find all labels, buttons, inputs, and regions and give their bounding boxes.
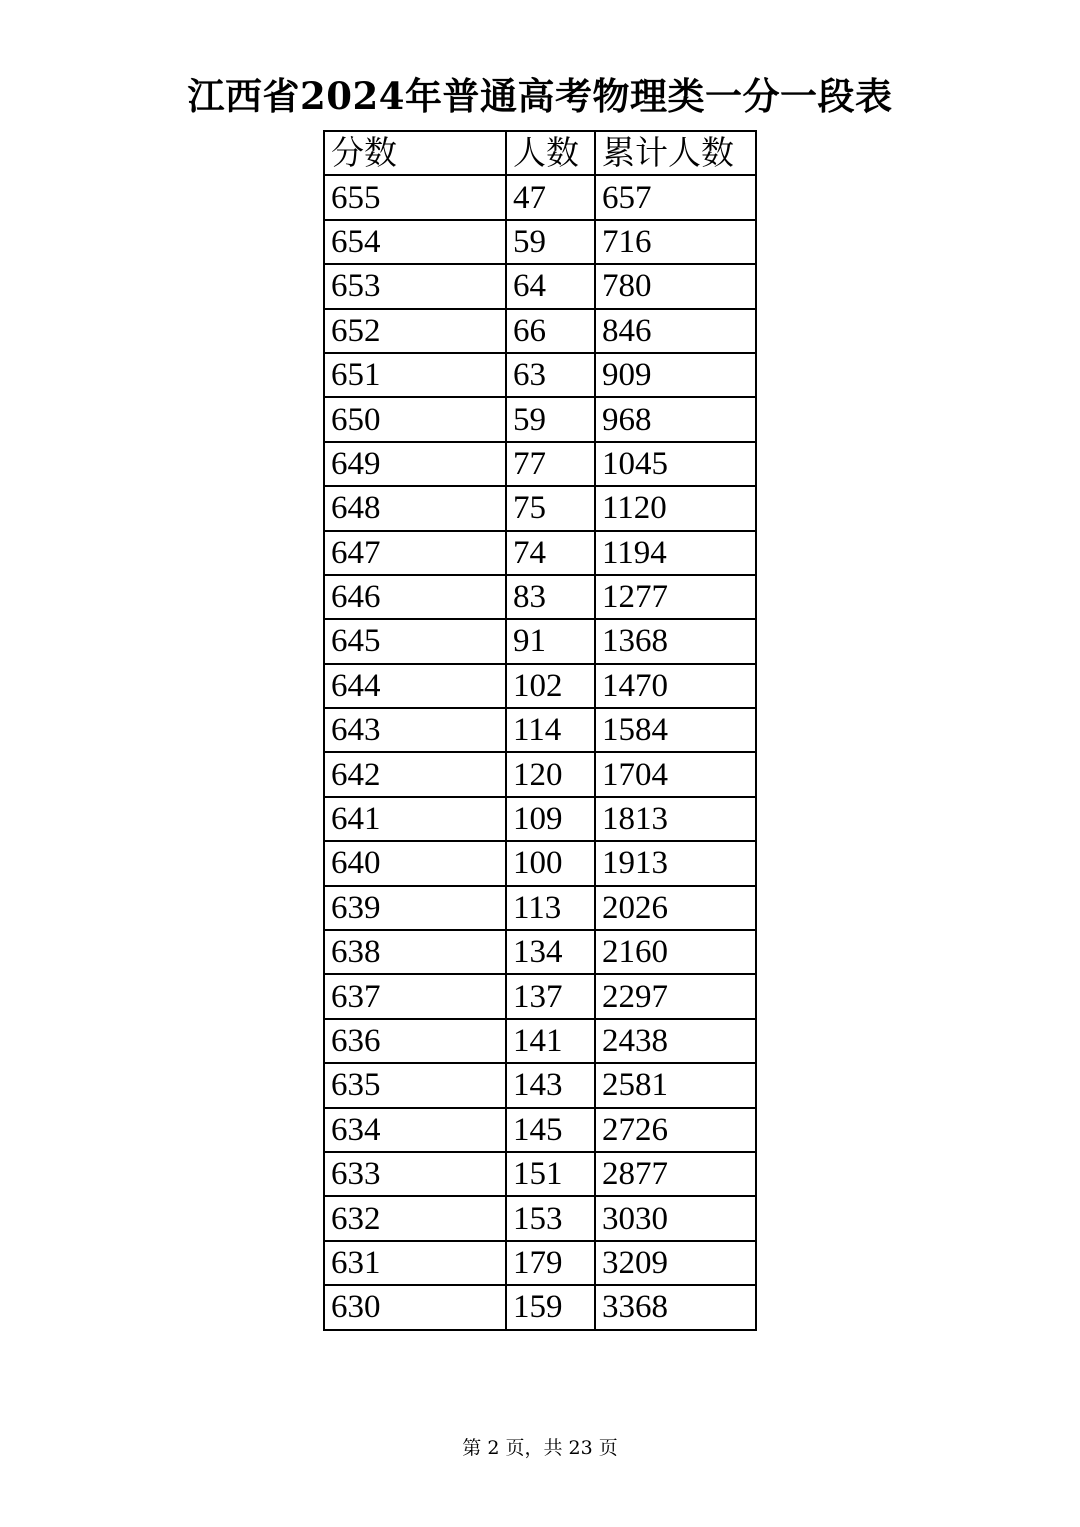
- cell-cumulative: 968: [595, 397, 756, 441]
- cell-count: 77: [506, 442, 595, 486]
- cell-score: 641: [324, 797, 506, 841]
- cell-score: 649: [324, 442, 506, 486]
- cell-count: 75: [506, 486, 595, 530]
- cell-count: 145: [506, 1108, 595, 1152]
- table-row: [324, 797, 756, 841]
- cell-cumulative: 3368: [595, 1285, 756, 1329]
- cell-score: 655: [324, 175, 506, 219]
- cell-cumulative: 3209: [595, 1241, 756, 1285]
- table-header-row: [324, 131, 756, 175]
- cell-cumulative: 1368: [595, 619, 756, 663]
- cell-cumulative: 1470: [595, 664, 756, 708]
- cell-score: 644: [324, 664, 506, 708]
- cell-score: 635: [324, 1063, 506, 1107]
- table-row: [324, 1285, 756, 1329]
- cell-count: 91: [506, 619, 595, 663]
- table-row: [324, 1241, 756, 1285]
- cell-score: 632: [324, 1196, 506, 1240]
- cell-score: 646: [324, 575, 506, 619]
- cell-score: 652: [324, 309, 506, 353]
- table-row: [324, 841, 756, 885]
- table-row: [324, 752, 756, 796]
- cell-cumulative: 1704: [595, 752, 756, 796]
- cell-count: 63: [506, 353, 595, 397]
- table-row: [324, 220, 756, 264]
- cell-cumulative: 2726: [595, 1108, 756, 1152]
- cell-cumulative: 1913: [595, 841, 756, 885]
- table-row: [324, 1152, 756, 1196]
- table-row: [324, 930, 756, 974]
- cell-cumulative: 1194: [595, 531, 756, 575]
- page-title: 江西省2024年普通高考物理类一分一段表: [187, 74, 893, 118]
- cell-score: 633: [324, 1152, 506, 1196]
- cell-score: 654: [324, 220, 506, 264]
- cell-count: 59: [506, 397, 595, 441]
- cell-count: 74: [506, 531, 595, 575]
- table-row: [324, 309, 756, 353]
- cell-score: 647: [324, 531, 506, 575]
- cell-cumulative: 1120: [595, 486, 756, 530]
- table-row: [324, 664, 756, 708]
- header-score: 分数: [324, 131, 506, 175]
- cell-score: 650: [324, 397, 506, 441]
- cell-count: 64: [506, 264, 595, 308]
- cell-cumulative: 2438: [595, 1019, 756, 1063]
- cell-count: 47: [506, 175, 595, 219]
- cell-count: 66: [506, 309, 595, 353]
- table-row: [324, 619, 756, 663]
- cell-cumulative: 2160: [595, 930, 756, 974]
- cell-count: 102: [506, 664, 595, 708]
- cell-count: 141: [506, 1019, 595, 1063]
- score-distribution-table: [323, 130, 757, 1331]
- cell-cumulative: 716: [595, 220, 756, 264]
- cell-score: 636: [324, 1019, 506, 1063]
- table-row: [324, 353, 756, 397]
- table-row: [324, 264, 756, 308]
- cell-count: 153: [506, 1196, 595, 1240]
- cell-count: 120: [506, 752, 595, 796]
- cell-score: 653: [324, 264, 506, 308]
- cell-count: 109: [506, 797, 595, 841]
- cell-cumulative: 1277: [595, 575, 756, 619]
- cell-score: 648: [324, 486, 506, 530]
- cell-count: 114: [506, 708, 595, 752]
- cell-count: 137: [506, 974, 595, 1018]
- cell-score: 638: [324, 930, 506, 974]
- table-row: [324, 575, 756, 619]
- cell-cumulative: 2297: [595, 974, 756, 1018]
- header-cumulative: 累计人数: [595, 131, 756, 175]
- cell-count: 83: [506, 575, 595, 619]
- cell-cumulative: 909: [595, 353, 756, 397]
- cell-cumulative: 2581: [595, 1063, 756, 1107]
- cell-count: 159: [506, 1285, 595, 1329]
- cell-cumulative: 1045: [595, 442, 756, 486]
- table-row: [324, 886, 756, 930]
- cell-score: 645: [324, 619, 506, 663]
- cell-cumulative: 846: [595, 309, 756, 353]
- table-row: [324, 397, 756, 441]
- table-row: [324, 1019, 756, 1063]
- cell-score: 651: [324, 353, 506, 397]
- table-row: [324, 708, 756, 752]
- cell-cumulative: 3030: [595, 1196, 756, 1240]
- table-row: [324, 1108, 756, 1152]
- cell-cumulative: 657: [595, 175, 756, 219]
- cell-cumulative: 1584: [595, 708, 756, 752]
- table-row: [324, 442, 756, 486]
- cell-count: 143: [506, 1063, 595, 1107]
- cell-cumulative: 1813: [595, 797, 756, 841]
- page-footer: 第 2 页，共 23 页: [462, 1437, 618, 1459]
- table-row: [324, 1196, 756, 1240]
- cell-score: 631: [324, 1241, 506, 1285]
- cell-score: 642: [324, 752, 506, 796]
- cell-count: 151: [506, 1152, 595, 1196]
- table-row: [324, 974, 756, 1018]
- table-row: [324, 175, 756, 219]
- cell-score: 637: [324, 974, 506, 1018]
- cell-cumulative: 2877: [595, 1152, 756, 1196]
- cell-score: 640: [324, 841, 506, 885]
- table-row: [324, 1063, 756, 1107]
- cell-score: 630: [324, 1285, 506, 1329]
- cell-score: 643: [324, 708, 506, 752]
- cell-count: 59: [506, 220, 595, 264]
- cell-score: 634: [324, 1108, 506, 1152]
- cell-count: 179: [506, 1241, 595, 1285]
- header-count: 人数: [506, 131, 595, 175]
- cell-count: 113: [506, 886, 595, 930]
- table-row: [324, 486, 756, 530]
- cell-count: 134: [506, 930, 595, 974]
- table-body: [324, 175, 756, 1329]
- table-row: [324, 531, 756, 575]
- cell-score: 639: [324, 886, 506, 930]
- cell-cumulative: 780: [595, 264, 756, 308]
- cell-cumulative: 2026: [595, 886, 756, 930]
- cell-count: 100: [506, 841, 595, 885]
